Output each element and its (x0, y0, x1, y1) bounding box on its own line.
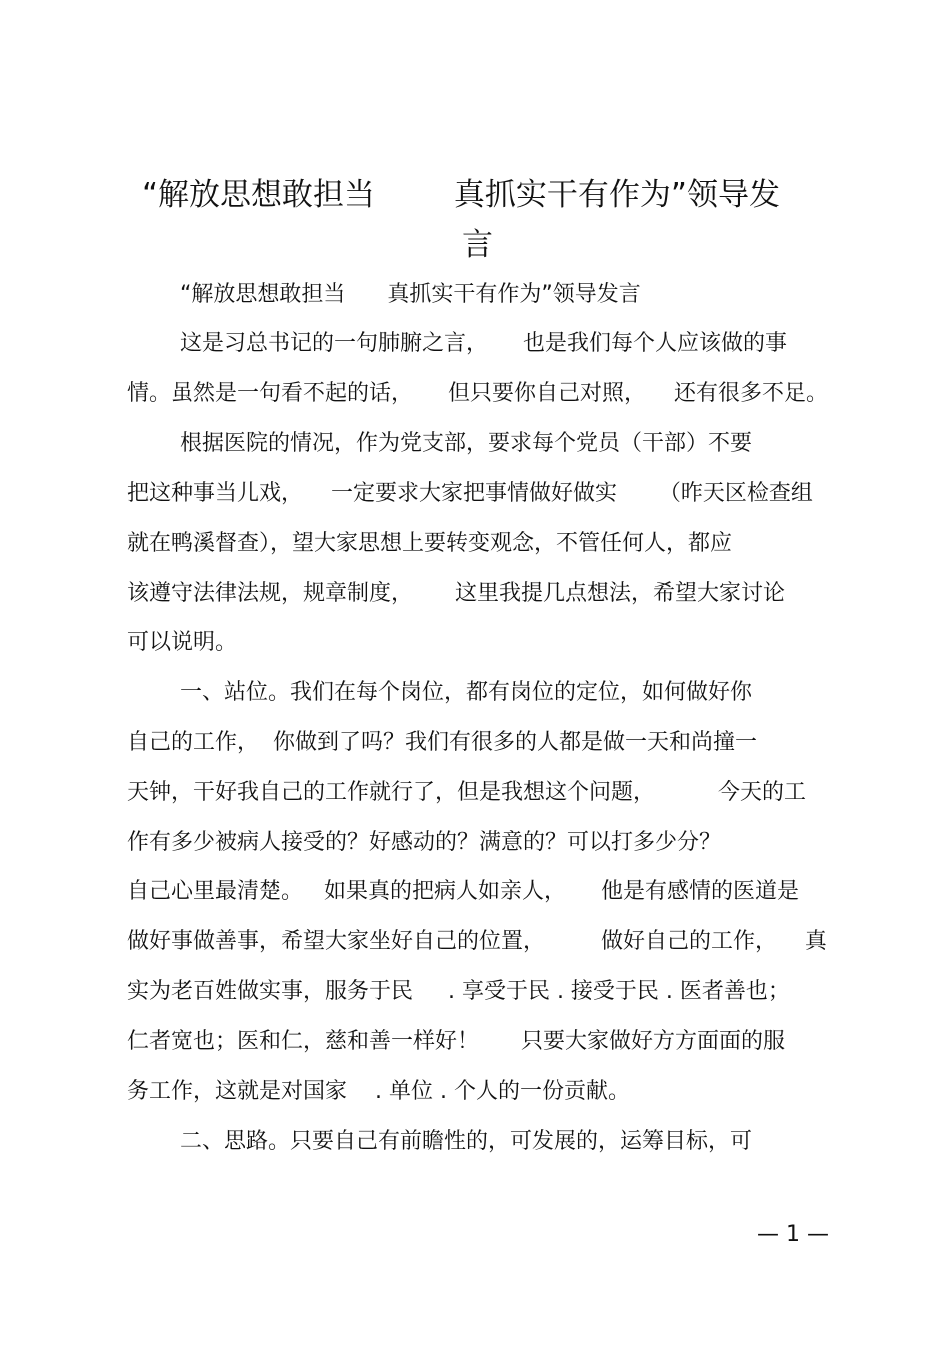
body-line-17: 二、思路。只要自己有前瞻性的，可发展的，运筹目标，可 (180, 1129, 753, 1154)
body-line-16: 务工作，这就是对国家 . 单位 . 个人的一份贡献。 (127, 1079, 630, 1104)
subtitle-line: “解放思想敢担当 真抓实干有作为”领导发言 (180, 282, 641, 307)
body-line-13: 做好事做善事，希望大家坐好自己的位置， 做好自己的工作， 真 (127, 929, 827, 954)
body-line-7: 可以说明。 (127, 630, 238, 655)
body-line-2: 情。虽然是一句看不起的话， 但只要你自己对照， 还有很多不足。 (127, 381, 828, 406)
page-number: — 1 — (757, 1222, 829, 1247)
body-line-6: 该遵守法律法规，规章制度， 这里我提几点想法，希望大家讨论 (127, 581, 785, 606)
body-line-11: 作有多少被病人接受的？好感动的？满意的？可以打多少分？ (127, 830, 722, 855)
document-title-line-2: 言 (462, 227, 493, 263)
body-line-5: 就在鸭溪督查），望大家思想上要转变观念，不管任何人，都应 (127, 531, 733, 556)
body-line-1: 这是习总书记的一句肺腑之言， 也是我们每个人应该做的事 (180, 331, 787, 356)
body-line-15: 仁者宽也；医和仁，慈和善一样好！ 只要大家做好方方面面的服 (127, 1029, 785, 1054)
body-line-10: 天钟，干好我自己的工作就行了，但是我想这个问题， 今天的工 (127, 780, 806, 805)
body-line-14: 实为老百姓做实事，服务于民 . 享受于民 . 接受于民 . 医者善也； (127, 979, 790, 1004)
body-line-4: 把这种事当儿戏， 一定要求大家把事情做好做实 （昨天区检查组 (127, 481, 813, 506)
body-line-12: 自己心里最清楚。 如果真的把病人如亲人， 他是有感情的医道是 (127, 879, 799, 904)
document-title-line-1: “解放思想敢担当 真抓实干有作为”领导发 (142, 177, 780, 213)
body-line-3: 根据医院的情况，作为党支部，要求每个党员（干部）不要 (180, 431, 753, 456)
body-line-9: 自己的工作， 你做到了吗？我们有很多的人都是做一天和尚撞一 (127, 730, 757, 755)
body-line-8: 一、站位。我们在每个岗位，都有岗位的定位，如何做好你 (180, 680, 753, 705)
